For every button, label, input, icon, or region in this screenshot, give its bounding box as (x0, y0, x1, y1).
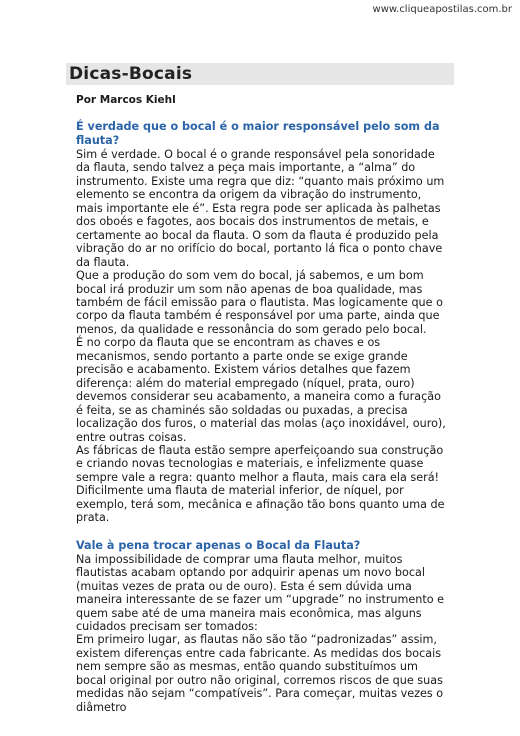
site-url: www.cliqueapostilas.com.br (372, 4, 512, 15)
article-body (76, 120, 448, 714)
paragraph: Em primeiro lugar, as flautas não são tão “padronizadas” assim, existem diferenças entre cada fabricante. As medidas dos bocais nem sempre são as mesmas, então quando substituímos um bocal original por outro não original, corremos riscos de que suas medidas não sejam “compatíveis”. Para começar, muitas vezes o diâmetro (76, 633, 444, 714)
paragraph: Que a produção do som vem do bocal, já sabemos, e um bom bocal irá produzir um som não apenas de boa qualidade, mas também de fácil emissão para o flautista. Mas logicamente que o corpo da flauta também é responsável por uma parte, ainda que menos, da qualidade e ressonância do som gerado pelo bocal. (76, 269, 443, 336)
author-byline: Por Marcos Kiehl (76, 94, 176, 106)
section-spacer (76, 525, 448, 539)
section-trocar-bocal (76, 539, 448, 714)
section-bocal-responsavel (76, 120, 448, 525)
title-bar (66, 63, 454, 85)
section-heading: É verdade que o bocal é o maior responsável pelo som da flauta? (76, 120, 440, 147)
paragraph: Sim é verdade. O bocal é o grande responsável pela sonoridade da flauta, sendo talvez a peça mais importante, a “alma” do instrumento. Existe uma regra que diz: “quanto mais próximo um elemento se encontra da origem da vibração do instrumento, mais importante ele é”. Esta regra pode ser aplicada às palhetas dos oboés e fagotes, aos bocais dos instrumentos de metais, e certamente ao bocal da flauta. O som da flauta é produzido pela vibração do ar no orifício do bocal, portanto lá fica o ponto chave da flauta. (76, 148, 445, 269)
section-heading: Vale à pena trocar apenas o Bocal da Flauta? (76, 538, 361, 552)
paragraph: Na impossibilidade de comprar uma flauta melhor, muitos flautistas acabam optando por adquirir apenas um novo bocal (muitas vezes de prata ou de ouro). Esta é sem dúvida uma maneira interessante de se fazer um “upgrade” no instrumento e quem sabe até de uma maneira mais econômica, mas alguns cuidados precisam ser tomados: (76, 552, 445, 633)
page-title: Dicas-Bocais (69, 64, 193, 84)
paragraph: É no corpo da flauta que se encontram as chaves e os mecanismos, sendo portanto a parte onde se exige grande precisão e acabamento. Existem vários detalhes que fazem diferença: além do material empregado (níquel, prata, ouro) devemos considerar seu acabamento, a maneira como a furação é feita, se as chaminés são soldadas ou puxadas, a precisa localização dos furos, o material das molas (aço inoxidável, ouro), entre outras coisas. (76, 336, 446, 444)
paragraph: As fábricas de flauta estão sempre aperfeiçoando sua construção e criando novas tecnologias e materiais, e infelizmente quase sempre vale a regra: quanto melhor a flauta, mais cara ela será! Dificilmente uma flauta de material inferior, de níquel, por exemplo, terá som, mecânica e afinação tão bons quanto uma de prata. (76, 443, 445, 525)
